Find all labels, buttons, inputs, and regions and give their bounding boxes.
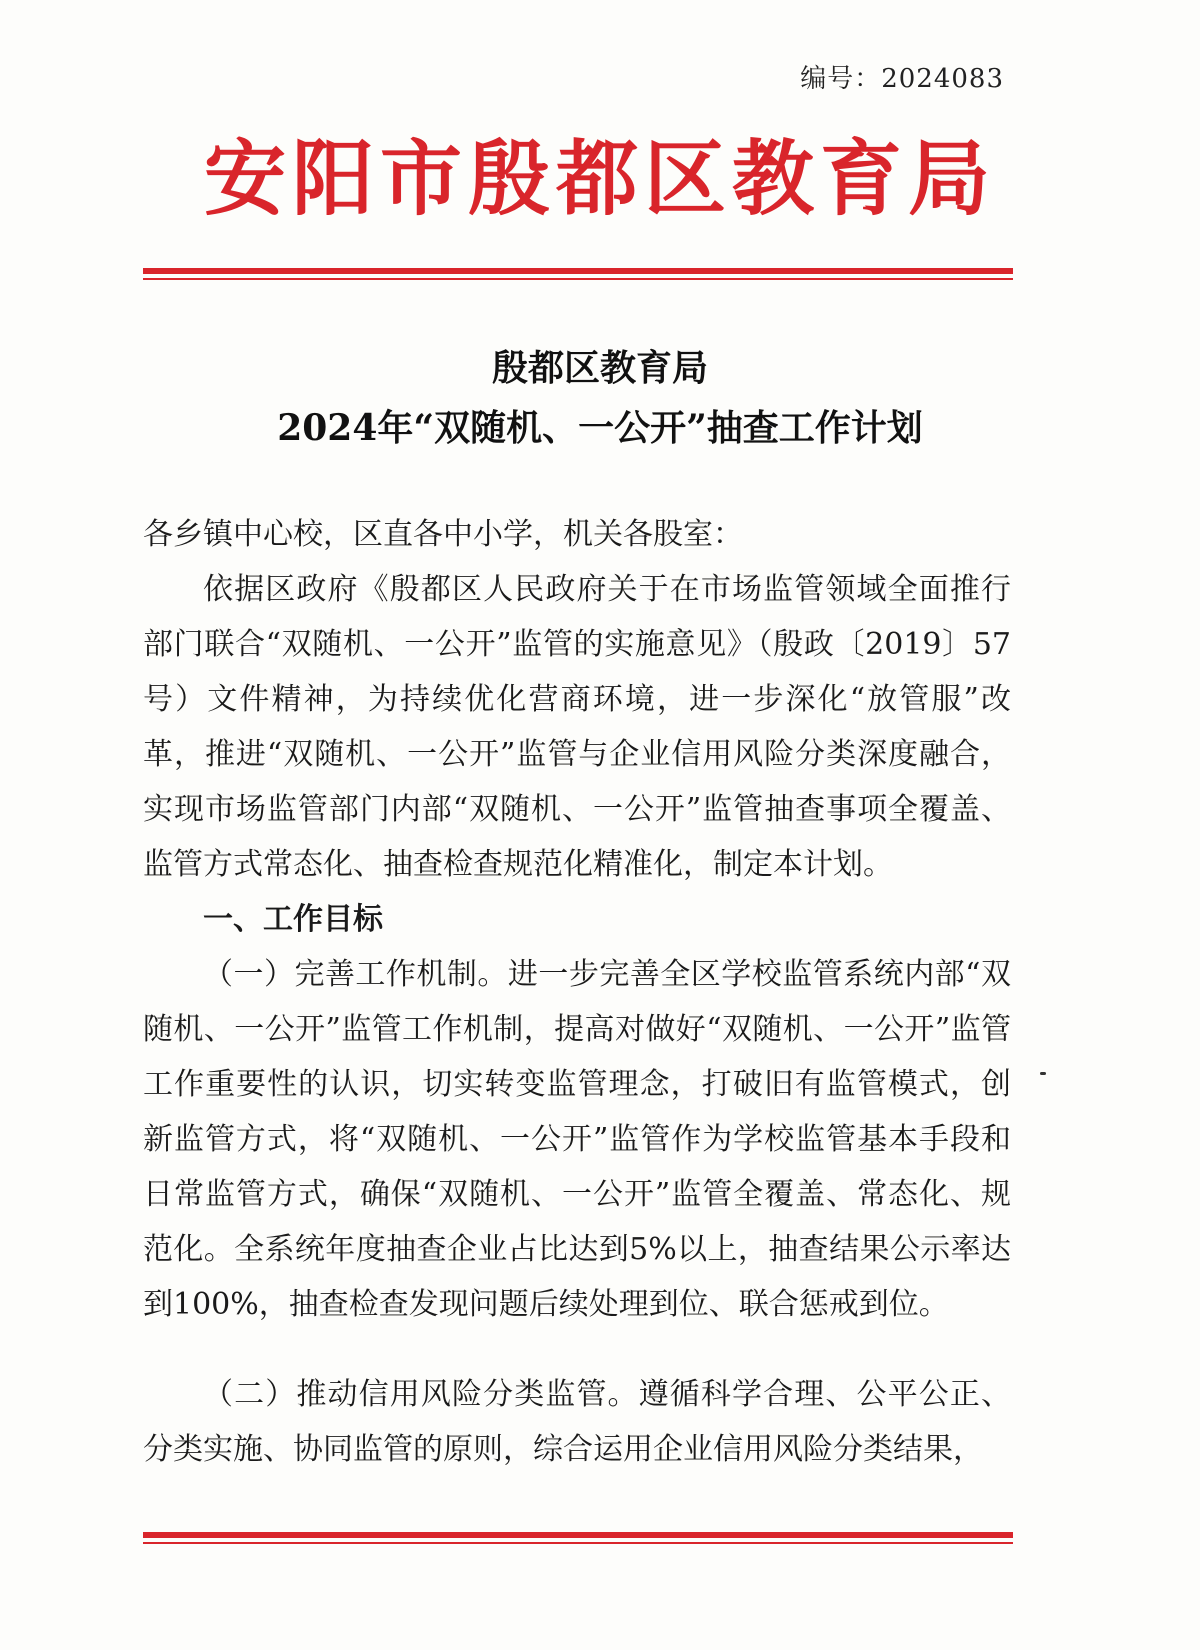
paragraph-mechanism: （一）完善工作机制。进一步完善全区学校监管系统内部“双随机、一公开”监管工作机制，提高对做好“双随机、一公开”监管工作重要性的认识，切实转变监管理念，打破旧有监管模式，创新监管方式，将“双随机、一公开”监管作为学校监管基本手段和日常监管方式，确保“双随机、一公开”监管全覆盖、常态化、规范化。全系统年度抽查企业占比达到5%以上，抽查结果公示率达到100%，抽查检查发现问题后续处理到位、联合惩戒到位。 bbox=[143, 957, 1011, 1322]
agency-header: 安阳市殷都区教育局 bbox=[203, 131, 996, 227]
document-number: 编号：2024083 bbox=[800, 64, 1004, 94]
header-red-rule bbox=[143, 268, 1013, 280]
paragraph-credit-risk: （二）推动信用风险分类监管。遵循科学合理、公平公正、分类实施、协同监管的原则，综合运用企业信用风险分类结果， bbox=[143, 1377, 1011, 1467]
section-heading-goals: 一、工作目标 bbox=[203, 902, 383, 937]
addressee: 各乡镇中心校，区直各中小学，机关各股室： bbox=[143, 517, 743, 552]
document-title-line-1: 殷都区教育局 bbox=[491, 347, 708, 389]
document-title-line-2: 2024年“双随机、一公开”抽查工作计划 bbox=[277, 407, 923, 449]
paragraph-intro: 依据区政府《殷都区人民政府关于在市场监管领域全面推行部门联合“双随机、一公开”监管的实施意见》（殷政〔2019〕57号）文件精神，为持续优化营商环境，进一步深化“放管服”改革，推进“双随机、一公开”监管与企业信用风险分类深度融合，实现市场监管部门内部“双随机、一公开”监管抽查事项全覆盖、监管方式常态化、抽查检查规范化精准化，制定本计划。 bbox=[143, 572, 1011, 882]
footer-red-rule bbox=[143, 1532, 1013, 1544]
scan-speck bbox=[1040, 1072, 1046, 1075]
